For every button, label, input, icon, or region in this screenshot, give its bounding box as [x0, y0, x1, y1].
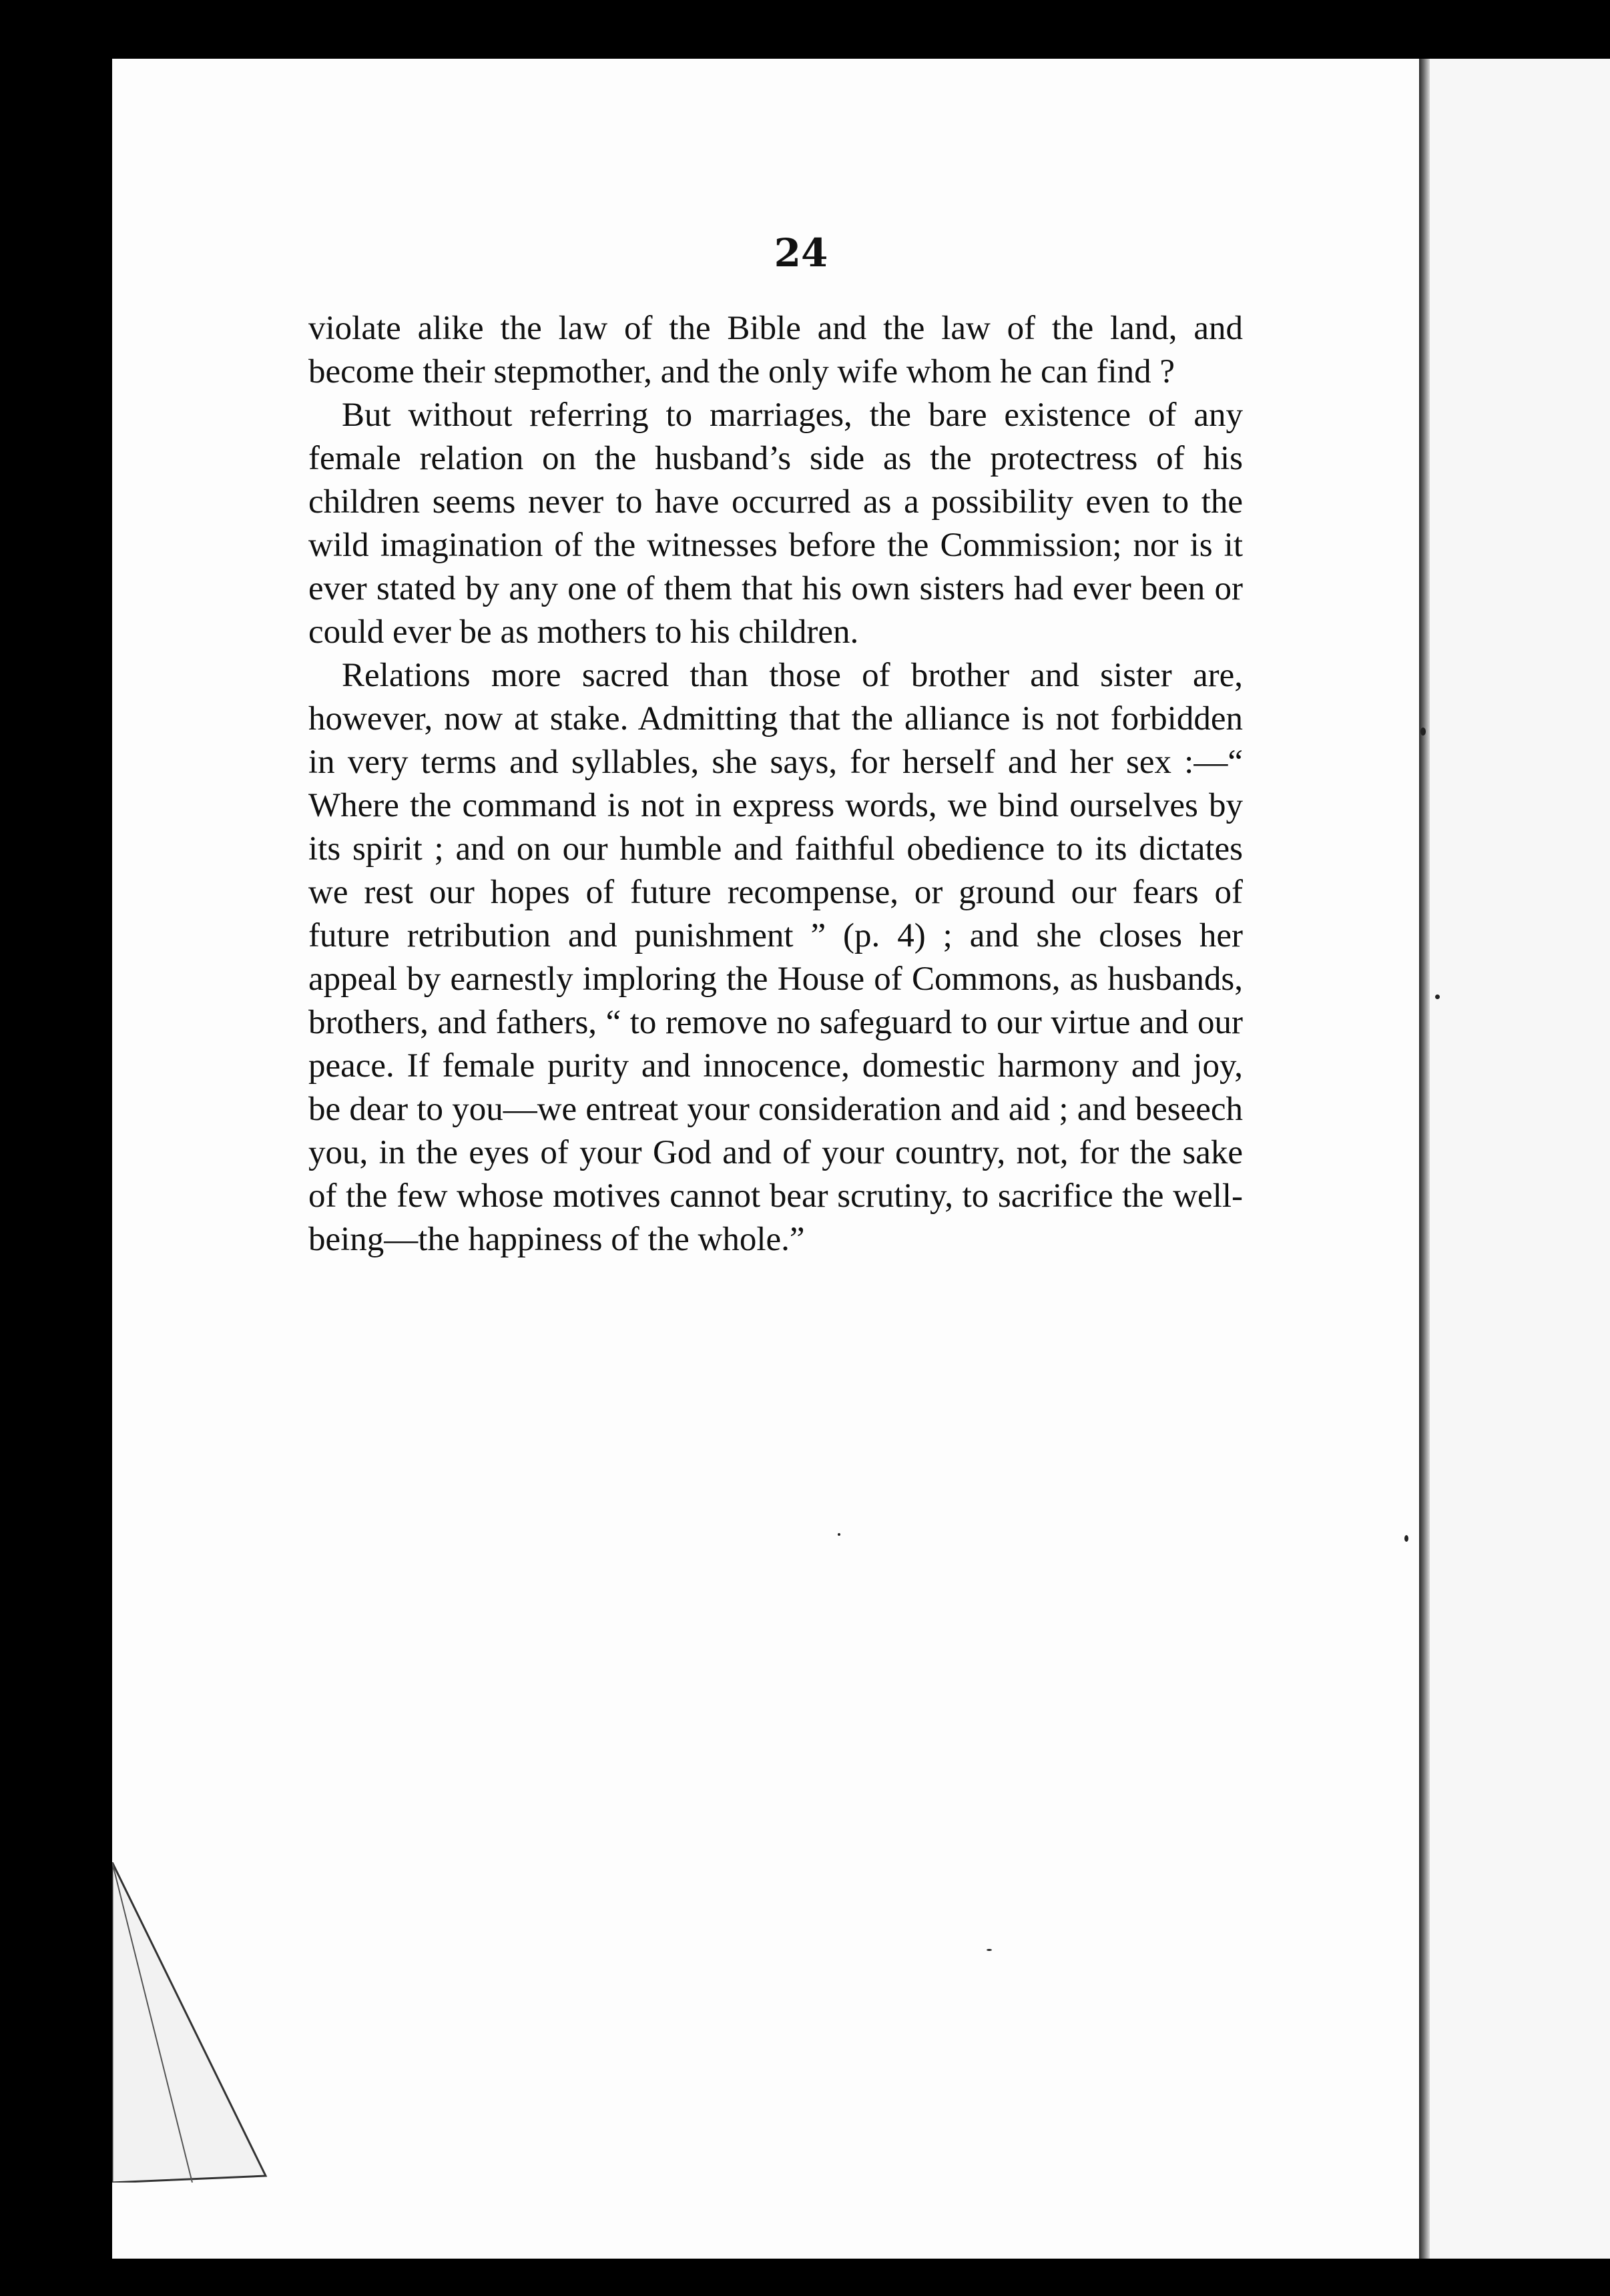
- scan-speck: [1420, 728, 1426, 736]
- folded-corner: [112, 1862, 272, 2183]
- scan-speck: [838, 1533, 840, 1536]
- paragraph: Relations more sacred than those of brother and sister are, however, now at stake. Admitting that the alliance is not forbidden in very terms and syllables, she says, for herself and her sex :—“ Where the command is not in express words, we bind ourselves by its spirit ; and on our humble and faithful obedience to its dictates we rest our hopes of future recompense, or ground our fears of future retribution and punishment ” (p. 4) ; and she closes her appeal by earnestly imploring the House of Commons, as husbands, brothers, and fathers, “ to remove no safeguard to our virtue and our peace. If female purity and innocence, domestic harmony and joy, be dear to you—we entreat your consideration and aid ; and beseech you, in the eyes of your God and of your country, not, for the sake of the few whose motives cannot bear scrutiny, to sacrifice the well-being—the happiness of the whole.”: [308, 657, 1243, 1258]
- paragraph-continued: violate alike the law of the Bible and the law of the land, and become their stepmother, and the only wife whom he can find ?: [308, 310, 1243, 390]
- paragraph: But without referring to marriages, the bare existence of any female relation on the husband’s side as the protectress of his children seems never to have occurred as a possibility even to the wild imagination of the witnesses before the Commission; nor is it ever stated by any one of them that his own sisters had ever been or could ever be as mothers to his children.: [308, 396, 1243, 651]
- body-text: [308, 307, 1243, 1261]
- page-gutter-edge: [1419, 59, 1430, 2259]
- scan-speck: [987, 1949, 992, 1951]
- facing-page-edge: [1430, 59, 1610, 2259]
- scan-speck: [1404, 1535, 1408, 1542]
- page-number: 24: [774, 230, 828, 276]
- scan-speck: [1435, 994, 1440, 999]
